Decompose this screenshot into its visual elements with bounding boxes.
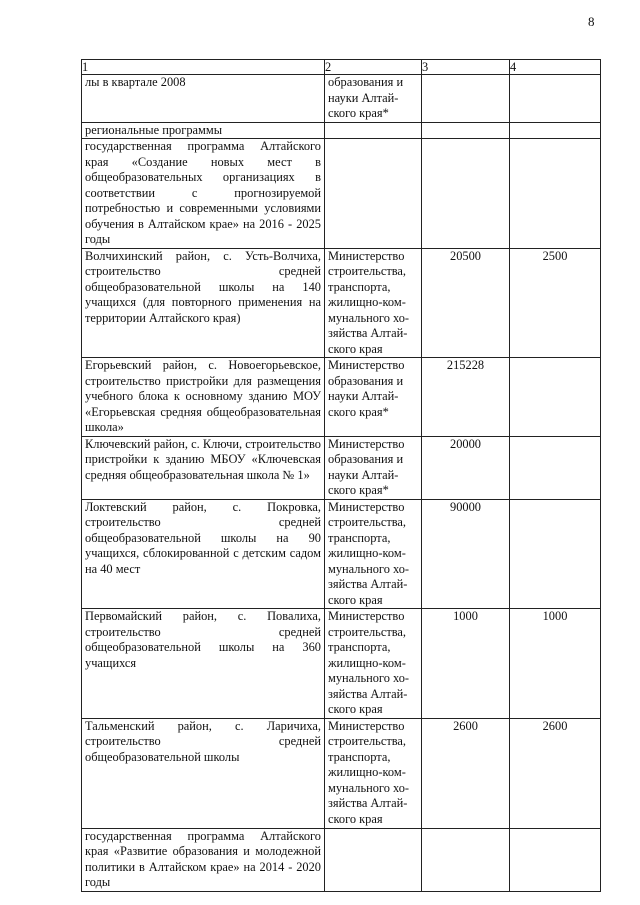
cell-text: 1000 — [453, 609, 478, 623]
description-cell — [82, 828, 325, 891]
table-row — [82, 436, 601, 499]
cell-text: Волчихинский район, с. Усть-Волчиха, строительство средней общеобразовательной школы на 140 учащихся (для повторного применения на территории Алтайского края) — [85, 248, 321, 325]
description-cell — [82, 139, 325, 249]
amount-cell-col4 — [510, 358, 601, 437]
amount-cell-col4 — [510, 718, 601, 828]
description-cell — [82, 609, 325, 719]
cell-text: образования и науки Алтай- ского края* — [328, 75, 404, 120]
column-header-1: 1 — [82, 60, 325, 75]
column-header-2: 2 — [325, 60, 422, 75]
responsible-cell — [325, 122, 422, 139]
responsible-cell — [325, 358, 422, 437]
cell-text: 2600 — [453, 718, 478, 733]
cell-text: 2500 — [542, 248, 568, 263]
responsible-cell — [325, 248, 422, 358]
description-cell — [82, 248, 325, 358]
cell-text: лы в квартале 2008 — [85, 75, 186, 89]
amount-cell-col4 — [510, 499, 601, 609]
amount-cell-col3 — [422, 499, 510, 609]
cell-text: Первомайский район, с. Повалиха, строительство средней общеобразовательной школы на 360 учащихся — [85, 609, 321, 670]
cell-text: Министерство строительства, транспорта, жилищно-ком- мунального хо- зяйства Алтай- ского края — [328, 718, 410, 826]
cell-text: региональные программы — [85, 122, 223, 137]
responsible-cell — [325, 436, 422, 499]
responsible-cell — [325, 139, 422, 249]
responsible-cell — [325, 499, 422, 609]
table-row — [82, 499, 601, 609]
description-cell — [82, 718, 325, 828]
responsible-cell — [325, 718, 422, 828]
amount-cell-col3 — [422, 122, 510, 139]
table-row — [82, 248, 601, 358]
cell-text: Министерство строительства, транспорта, жилищно-ком- мунального хо- зяйства Алтай- ского края — [328, 609, 410, 716]
table-row — [82, 122, 601, 139]
table-row — [82, 358, 601, 437]
description-cell — [82, 122, 325, 139]
cell-text: Локтевский район, с. Покровка, строительство средней общеобразовательной школы на 90 учащихся, сблокированной с детским садом на 40 мест — [85, 499, 321, 576]
table-row — [82, 139, 601, 249]
table-row — [82, 609, 601, 719]
table-row — [82, 828, 601, 891]
cell-text: 1000 — [542, 609, 568, 623]
amount-cell-col3 — [422, 609, 510, 719]
cell-text: 20500 — [450, 248, 481, 263]
amount-cell-col4 — [510, 248, 601, 358]
cell-text: 90000 — [450, 499, 481, 514]
table-body — [82, 60, 601, 892]
cell-text: 215228 — [446, 358, 485, 372]
program-table — [81, 59, 601, 892]
cell-text: Егорьевский район, с. Новоегорьевское, строительство пристройки для размещения учебного блока к основному зданию МОУ «Егорьевская средняя общеобразовательная школа» — [85, 358, 321, 434]
cell-text: 2600 — [542, 718, 568, 733]
amount-cell-col3 — [422, 718, 510, 828]
amount-cell-col3 — [422, 139, 510, 249]
cell-text: Министерство образования и науки Алтай- ского края* — [328, 436, 405, 497]
amount-cell-col3 — [422, 358, 510, 437]
amount-cell-col4 — [510, 75, 601, 123]
amount-cell-col3 — [422, 75, 510, 123]
amount-cell-col3 — [422, 248, 510, 358]
description-cell — [82, 75, 325, 123]
amount-cell-col3 — [422, 436, 510, 499]
page-number: 8 — [588, 14, 595, 29]
table-header-row — [82, 60, 601, 75]
column-header-4: 4 — [510, 60, 601, 75]
responsible-cell — [325, 828, 422, 891]
responsible-cell — [325, 609, 422, 719]
cell-text: Министерство образования и науки Алтай- ского края* — [328, 358, 405, 419]
table-row — [82, 718, 601, 828]
amount-cell-col4 — [510, 139, 601, 249]
description-cell — [82, 358, 325, 437]
table-row — [82, 75, 601, 123]
cell-text: государственная программа Алтайского края «Развитие образования и молодежной политики в Алтайском крае» на 2014 - 2020 годы — [85, 828, 321, 889]
amount-cell-col4 — [510, 436, 601, 499]
amount-cell-col4 — [510, 122, 601, 139]
cell-text: Министерство строительства, транспорта, жилищно-ком- мунального хо- зяйства Алтай- ского края — [328, 248, 410, 356]
column-header-3: 3 — [422, 60, 510, 75]
description-cell — [82, 499, 325, 609]
amount-cell-col3 — [422, 828, 510, 891]
cell-text: государственная программа Алтайского края «Создание новых мест в общеобразовательных организациях в соответствии с прогнозируемой потребностью и современными условиями обучения в Алтайском крае» на 2016 - 2025 годы — [85, 139, 321, 246]
cell-text: Тальменский район, с. Ларичиха, строительство средней общеобразовательной школы — [85, 718, 321, 764]
amount-cell-col4 — [510, 828, 601, 891]
cell-text: Министерство строительства, транспорта, жилищно-ком- мунального хо- зяйства Алтай- ского края — [328, 499, 410, 607]
amount-cell-col4 — [510, 609, 601, 719]
description-cell — [82, 436, 325, 499]
responsible-cell — [325, 75, 422, 123]
cell-text: Ключевский район, с. Ключи, строительство пристройки к зданию МБОУ «Ключевская средняя общеобразовательная школа № 1» — [85, 436, 321, 482]
cell-text: 20000 — [450, 436, 481, 451]
